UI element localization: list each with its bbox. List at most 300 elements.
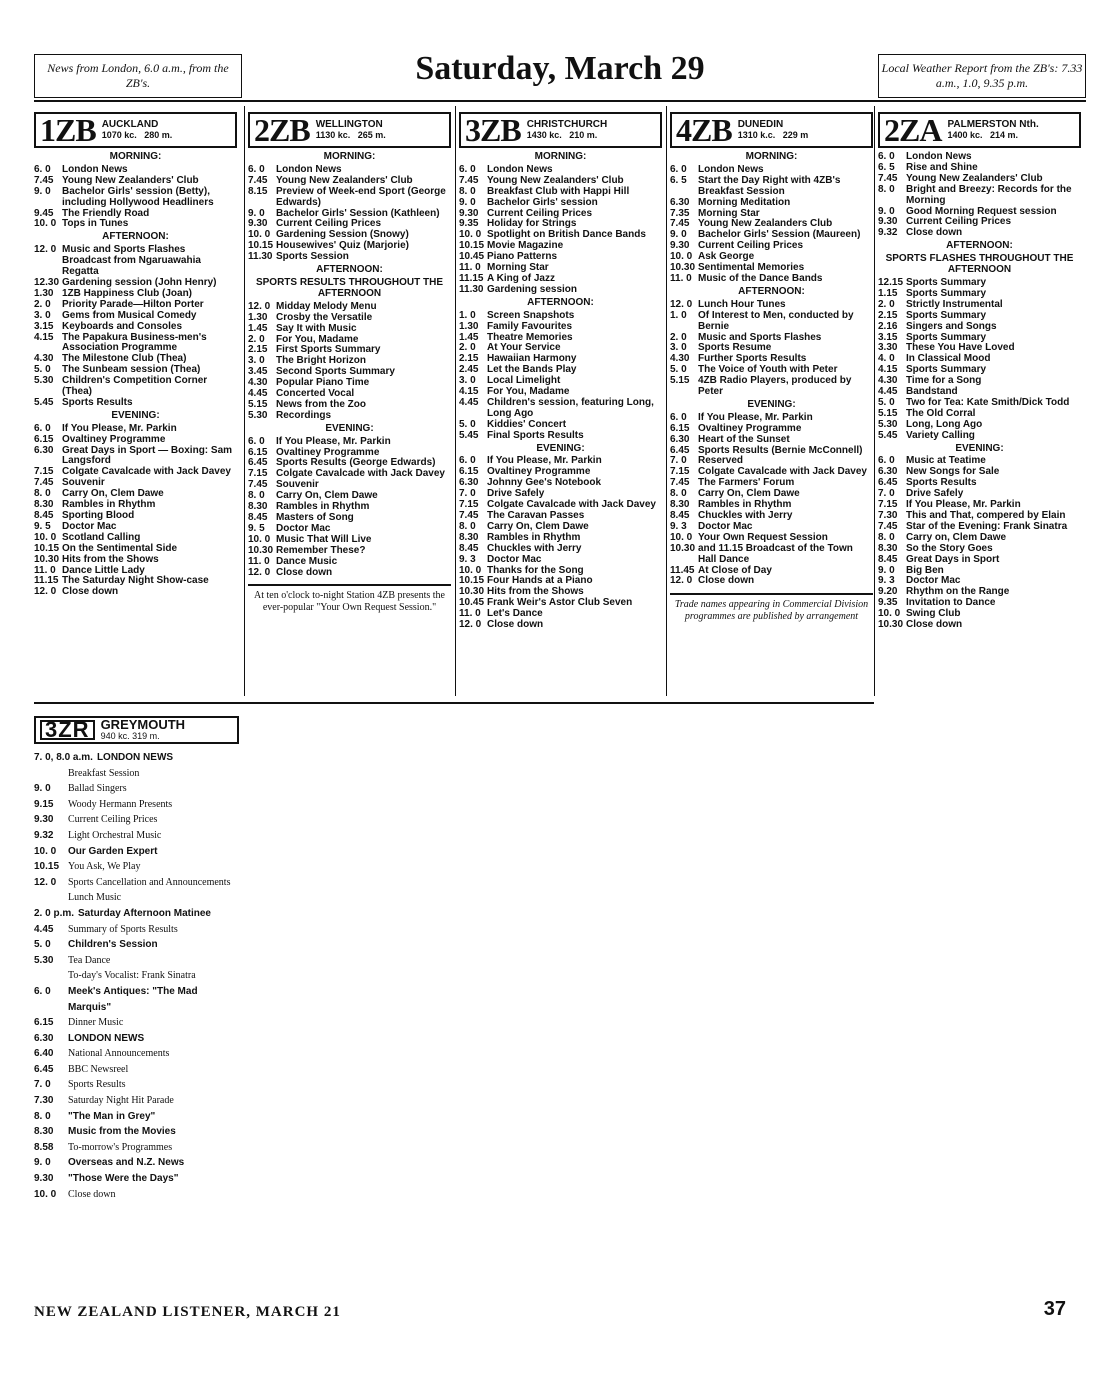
programme-title: Ballad Singers — [68, 783, 127, 795]
programme-time: 7.45 — [670, 218, 690, 230]
programme-title: Close down — [62, 586, 119, 598]
programme-time: 6.30 — [34, 444, 54, 456]
programme-title: Close down — [698, 575, 755, 587]
spacer — [983, 130, 991, 140]
programme-time: 12. 0 — [670, 298, 693, 310]
programme-time: 9. 3 — [670, 520, 687, 532]
programme-time: 10.15 — [459, 240, 485, 252]
programme-title: At Your Service — [487, 342, 561, 354]
programme-time: 7.35 — [670, 207, 690, 219]
programme-item — [34, 544, 237, 555]
programme-time: 5.45 — [34, 396, 54, 408]
programme-time: 4.45 — [459, 396, 479, 408]
programme-title: Chuckles with Jerry — [698, 510, 793, 521]
programme-title: Carry On, Clem Dawe — [487, 520, 589, 532]
programme-title: A King of Jazz — [487, 272, 555, 284]
station-header — [459, 112, 662, 148]
programme-item — [248, 324, 451, 335]
programme-title: If You Please, Mr. Parkin — [698, 411, 813, 423]
programme-time: 4.30 — [248, 377, 268, 389]
programme-time: 2. 0 — [878, 298, 895, 310]
programme-title: London News — [487, 163, 553, 175]
programme-title: Drive Safely — [487, 488, 545, 500]
programme-title: Rambles in Rhythm — [698, 499, 792, 511]
programme-title: Colgate Cavalcade with Jack Davey — [487, 499, 656, 511]
programme-time: 10.15 — [34, 542, 60, 554]
programme-title: Star of the Evening: Frank Sinatra — [906, 520, 1068, 532]
programme-item — [34, 376, 237, 398]
programme-title: If You Please, Mr. Parkin — [487, 455, 602, 467]
programme-item — [34, 766, 239, 782]
programme-title: London News — [906, 151, 972, 162]
programme-title: Start the Day Right with 4ZB's Breakfast Session — [698, 174, 841, 197]
programme-time: 2.45 — [459, 364, 479, 376]
programme-time: 10.30 — [34, 553, 60, 565]
programme-time: 9. 0 — [34, 783, 51, 795]
programme-title: London News — [698, 163, 764, 175]
programme-title: Breakfast Session — [68, 767, 140, 779]
programme-title: Tea Dance — [68, 954, 111, 966]
programme-time: 4.45 — [878, 386, 898, 398]
programme-time: 10.30 — [878, 619, 904, 631]
page-title: Saturday, March 29 — [415, 50, 705, 87]
programme-time: 10.30 — [248, 544, 274, 556]
programme-time: 7. 0, 8.0 a.m. — [34, 752, 93, 763]
programme-item — [34, 984, 239, 1015]
programme-time: 10. 0 — [670, 531, 693, 543]
header-rule — [34, 100, 1086, 102]
programme-title: BBC Newsreel — [68, 1063, 129, 1075]
programme-title: Popular Piano Time — [276, 377, 370, 389]
programme-item — [34, 750, 239, 766]
programme-time: 6.15 — [459, 466, 479, 478]
programme-time: 3.45 — [248, 366, 268, 378]
programme-item — [34, 446, 237, 468]
weather-note: Local Weather Report from the ZB's: 7.33 a.m., 1.0, 9.35 p.m. — [881, 61, 1083, 90]
programme-time: 5.15 — [878, 407, 898, 419]
programme-title: Sentimental Memories — [698, 262, 805, 274]
station-frequency: 940 kc. 319 m. — [100, 731, 160, 741]
programme-title: Lunch Hour Tunes — [698, 298, 786, 310]
station-wavelength: 210 m. — [569, 130, 598, 140]
programme-time: 4.30 — [670, 353, 690, 365]
station-3zr-column — [34, 716, 239, 1300]
programme-time: 6. 5 — [878, 161, 895, 173]
programme-item — [34, 587, 237, 598]
programme-title: Strictly Instrumental — [906, 298, 1003, 310]
programme-time: 10. 0 — [248, 533, 271, 545]
programme-time: 12. 0 — [248, 300, 271, 312]
programme-title: Close down — [276, 566, 333, 578]
programme-title: Our Garden Expert — [68, 845, 158, 857]
programme-title: At Close of Day — [698, 564, 772, 576]
page-number: 37 — [1043, 1298, 1066, 1320]
programme-title: Gardening session (John Henry) — [62, 276, 217, 288]
section-heading: SPORTS FLASHES THROUGHOUT THE AFTERNOON — [885, 253, 1074, 276]
programme-title: The Old Corral — [906, 407, 976, 419]
programme-title: Rise and Shine — [906, 161, 978, 173]
programme-title: Hits from the Shows — [487, 586, 584, 598]
programme-title: Children's Session — [68, 939, 158, 951]
programme-title: The Sunbeam session (Thea) — [62, 364, 201, 376]
programme-title: Young New Zealanders' Club — [276, 174, 413, 186]
programme-title: Colgate Cavalcade with Jack Davey — [276, 468, 445, 480]
programme-time: 11. 0 — [248, 555, 270, 567]
programme-item — [248, 568, 451, 579]
programme-title: London News — [276, 163, 342, 175]
programme-item — [34, 890, 239, 906]
station-header — [670, 112, 873, 148]
programme-time: 5.45 — [459, 429, 479, 441]
programme-time: 12. 0 — [670, 575, 693, 587]
programme-time: 3. 0 — [459, 375, 476, 387]
programme-time: 6. 5 — [670, 174, 687, 186]
programme-title: To-morrow's Programmes — [68, 1141, 173, 1153]
programme-time: 10.45 — [459, 597, 485, 609]
section-heading: MORNING: — [534, 151, 587, 162]
programme-time: 9. 0 — [459, 196, 476, 208]
note-rule — [248, 584, 451, 586]
programme-time: 6.30 — [34, 1032, 54, 1044]
programme-title: Music from the Movies — [68, 1126, 176, 1138]
programme-title: Preview of Week-end Sport (George Edwards) — [276, 185, 446, 208]
programme-time: 3. 0 — [670, 342, 687, 354]
programme-time: 8.30 — [878, 542, 898, 554]
programme-title: You Ask, We Play — [68, 861, 141, 873]
programme-title: For You, Madame — [276, 333, 359, 345]
programme-time: 6.15 — [34, 433, 54, 445]
programme-time: 1.45 — [459, 331, 479, 343]
mid-rule — [34, 702, 874, 704]
programme-time: 1.45 — [248, 322, 268, 334]
programme-title: Carry On, Clem Dawe — [698, 488, 800, 500]
programme-title: Bachelor Girls' Session (Kathleen) — [276, 207, 440, 219]
programme-time: 9.32 — [34, 829, 54, 841]
programme-title: Colgate Cavalcade with Jack Davey — [698, 466, 867, 478]
programme-time: 1.15 — [878, 287, 898, 299]
station-note: Trade names appearing in Commercial Division programmes are published by arrangement — [674, 599, 869, 623]
programme-item — [34, 1155, 239, 1171]
programme-time: 6. 0 — [459, 163, 476, 175]
programme-title: Ask George — [698, 251, 755, 263]
station-city: CHRISTCHURCH — [526, 119, 608, 130]
programme-time: 10.45 — [459, 251, 485, 263]
programme-title: Heart of the Sunset — [698, 433, 790, 445]
programme-title: First Sports Summary — [276, 344, 381, 356]
programme-item — [34, 1124, 239, 1140]
programme-time: 7.15 — [34, 466, 54, 478]
programme-title: Of Interest to Men, conducted by Bernie — [698, 309, 854, 332]
station-info — [738, 119, 809, 141]
programme-time: 9. 0 — [248, 207, 265, 219]
programme-time: 8.45 — [459, 542, 479, 554]
programme-item — [459, 311, 662, 322]
programme-item — [34, 797, 239, 813]
programme-item — [34, 1031, 239, 1047]
programme-title: Great Days in Sport — [906, 553, 1000, 565]
programme-item — [878, 322, 1081, 333]
station-city: AUCKLAND — [101, 119, 159, 130]
programme-item — [878, 544, 1081, 555]
programme-time: 10.15 — [34, 861, 60, 873]
programme-title: Sports Results — [68, 1079, 126, 1091]
programme-time: 9.20 — [878, 586, 898, 598]
programme-item — [34, 333, 237, 355]
programme-time: 12. 0 — [34, 586, 57, 598]
programme-time: 8. 0 — [670, 488, 687, 500]
section-heading: EVENING: — [536, 442, 585, 454]
programme-item — [248, 187, 451, 209]
programme-time: 8. 0 — [878, 531, 895, 543]
programme-time: 10.15 — [248, 240, 274, 252]
programme-title: 1ZB Happiness Club (Joan) — [62, 287, 193, 299]
programme-item — [34, 968, 239, 984]
programme-title: Further Sports Results — [698, 353, 807, 365]
programme-item — [34, 828, 239, 844]
station-wavelength: 229 m — [782, 130, 809, 140]
station-header — [878, 112, 1081, 148]
station-3zr-header — [34, 716, 239, 744]
programme-title: Carry on, Clem Dawe — [906, 531, 1007, 543]
section-heading: MORNING: — [745, 151, 798, 162]
programme-title: Doctor Mac — [276, 522, 331, 534]
station-city: DUNEDIN — [737, 119, 784, 130]
station-frequency: 1310 k.c. — [737, 130, 776, 140]
programme-time: 6.30 — [670, 433, 690, 445]
programme-title: Recordings — [276, 409, 332, 421]
programme-time: 3.30 — [878, 342, 898, 354]
programme-time: 2. 0 p.m. — [34, 907, 75, 919]
programme-title: The Farmers' Forum — [698, 477, 795, 489]
programme-title: Meek's Antiques: "The Mad Marquis" — [68, 985, 198, 1013]
programme-time: 9. 5 — [248, 522, 265, 534]
programme-title: Young New Zealanders Club — [698, 218, 833, 230]
programme-title: Carry On, Clem Dawe — [62, 488, 164, 500]
spacer — [350, 130, 358, 140]
programme-item — [670, 376, 873, 398]
programme-title: Music and Sports Flashes Broadcast from Ngaruawahia Regatta — [62, 244, 201, 278]
station-wavelength: 280 m. — [144, 130, 173, 140]
programme-title: 4ZB Radio Players, produced by Peter — [698, 375, 852, 398]
programme-item — [34, 781, 239, 797]
programme-title: Bandstand — [906, 386, 958, 398]
programme-title: "Those Were the Days" — [68, 1173, 179, 1185]
programme-item — [459, 285, 662, 296]
programme-title: Swing Club — [906, 608, 961, 620]
programme-title: Doctor Mac — [698, 520, 753, 532]
programme-item — [459, 544, 662, 555]
programme-time: 11. 0 — [459, 262, 481, 274]
programme-title: To-day's Vocalist: Frank Sinatra — [68, 970, 196, 982]
programme-time: 5.30 — [34, 375, 54, 387]
programme-title: Keyboards and Consoles — [62, 320, 183, 332]
programme-time: 10. 0 — [459, 564, 482, 576]
programme-title: Crosby the Versatile — [276, 311, 373, 323]
programme-item — [878, 431, 1081, 442]
section-heading: MORNING: — [109, 151, 162, 162]
programme-title: Remember These? — [276, 544, 366, 556]
programme-item — [34, 245, 237, 278]
programme-title: Music of the Dance Bands — [698, 272, 823, 284]
programme-title: Bright and Breezy: Records for the Morning — [906, 183, 1072, 206]
programme-title: Ovaltiney Programme — [698, 422, 802, 434]
programme-title: New Songs for Sale — [906, 466, 1000, 478]
section-heading: EVENING: — [747, 398, 796, 410]
programme-item — [34, 1077, 239, 1093]
programme-time: 9.32 — [878, 227, 898, 239]
programme-item — [34, 1109, 239, 1125]
programme-time: 9.30 — [670, 240, 690, 252]
programme-title: Let the Bands Play — [487, 364, 577, 376]
programme-time: 10. 0 — [670, 251, 693, 263]
programme-title: Carry On, Clem Dawe — [276, 490, 378, 502]
programme-time: 2. 0 — [670, 331, 687, 343]
programme-time: 7. 0 — [459, 488, 476, 500]
programme-title: Second Sports Summary — [276, 366, 395, 378]
programme-title: If You Please, Mr. Parkin — [276, 435, 391, 447]
programme-item — [248, 437, 451, 448]
programme-time: 2.15 — [459, 353, 479, 365]
programme-title: Gardening session — [487, 283, 578, 295]
programme-title: Thanks for the Song — [487, 564, 584, 576]
programme-title: Sports Cancellation and Announcements — [68, 876, 231, 888]
programme-title: Young New Zealanders' Club — [906, 172, 1043, 184]
programme-title: Rambles in Rhythm — [276, 501, 370, 513]
programme-time: 10. 0 — [34, 1188, 57, 1200]
programme-title: The Papakura Business-men's Association Programme — [62, 331, 207, 354]
programme-title: London News — [62, 163, 128, 175]
programme-time: 5.30 — [248, 409, 268, 421]
programme-time: 6. 0 — [878, 455, 895, 467]
programme-time: 3.15 — [878, 331, 898, 343]
programme-title: On the Sentimental Side — [62, 542, 178, 554]
programme-title: Local Limelight — [487, 375, 561, 387]
programme-time: 2. 0 — [34, 298, 51, 310]
programme-time — [34, 968, 64, 984]
programme-title: Dinner Music — [68, 1017, 124, 1029]
programme-time: 1. 0 — [459, 309, 476, 321]
programme-title: Final Sports Results — [487, 429, 584, 441]
station-frequency-line — [738, 130, 809, 141]
station-call-sign: 3ZR — [40, 720, 95, 740]
programme-item — [248, 252, 451, 263]
programme-time: 6. 0 — [670, 163, 687, 175]
news-note-box — [34, 54, 242, 98]
programme-item — [878, 228, 1081, 239]
programme-item — [459, 187, 662, 198]
programme-title: Say It with Music — [276, 322, 357, 334]
programme-time: 9. 0 — [34, 1157, 51, 1169]
programme-item — [670, 176, 873, 198]
programme-title: Masters of Song — [276, 512, 354, 523]
programme-title: Ovaltiney Programme — [62, 433, 166, 445]
programme-title: Priority Parade—Hilton Porter — [62, 298, 204, 310]
programme-title: Invitation to Dance — [906, 597, 996, 609]
programme-time: 10. 0 — [459, 229, 482, 241]
programme-time: 2.15 — [248, 344, 268, 356]
programme-title: If You Please, Mr. Parkin — [62, 422, 177, 434]
programme-time: 6. 0 — [34, 163, 51, 175]
section-heading: AFTERNOON: — [316, 264, 383, 276]
programme-title: Sports Resume — [698, 342, 772, 354]
station-city: WELLINGTON — [315, 119, 383, 130]
programme-title: Current Ceiling Prices — [276, 218, 382, 230]
programme-time: 1.30 — [459, 320, 479, 332]
programme-title: Housewives' Quiz (Marjorie) — [276, 240, 409, 252]
programme-time: 4.15 — [459, 386, 479, 398]
programme-title: Spotlight on British Dance Bands — [487, 229, 646, 241]
programme-title: Morning Star — [698, 207, 760, 219]
programme-title: Current Ceiling Prices — [68, 814, 158, 826]
programme-title: Sports Results (Bernie McConnell) — [698, 444, 863, 456]
programme-title: Children's Competition Corner (Thea) — [62, 375, 208, 398]
programme-time: 12. 0 — [459, 619, 482, 631]
programme-time: 6.40 — [34, 1048, 54, 1060]
programme-item — [459, 398, 662, 420]
programme-title: Sports Results — [906, 477, 977, 489]
programme-title: Young New Zealanders' Club — [62, 174, 199, 186]
programme-time: 3. 0 — [248, 355, 265, 367]
programme-time: 8.45 — [878, 553, 898, 565]
programme-item — [34, 219, 237, 230]
programme-item — [248, 546, 451, 557]
programme-time: 2.16 — [878, 320, 898, 332]
programme-title: Drive Safely — [906, 488, 964, 500]
station-frequency: 1070 kc. — [101, 130, 137, 140]
programme-time: 4.30 — [34, 353, 54, 365]
programme-time: 11. 0 — [34, 564, 56, 576]
column-rule — [666, 106, 667, 696]
programme-title: Dance Music — [276, 555, 338, 567]
programme-item — [459, 322, 662, 333]
programme-title: Young New Zealanders' Club — [487, 174, 624, 186]
station-4zb-column — [670, 112, 873, 696]
programme-title: Four Hands at a Piano — [487, 575, 593, 587]
programme-time: 10. 0 — [34, 845, 57, 857]
programme-time: 3. 0 — [34, 309, 51, 321]
section-heading: MORNING: — [323, 151, 376, 162]
section-heading: AFTERNOON: — [102, 231, 169, 243]
station-2za-column — [878, 112, 1081, 696]
programme-title: Sports Summary — [906, 287, 987, 299]
programme-title: Sports Summary — [906, 276, 987, 288]
station-header — [34, 112, 237, 148]
programme-item — [248, 557, 451, 568]
programme-title: Morning Meditation — [698, 196, 791, 208]
programme-time: 4.30 — [878, 375, 898, 387]
programme-item — [34, 555, 237, 566]
station-3zb-column — [459, 112, 662, 696]
programme-time: 11.15 — [459, 272, 484, 284]
programme-time: 5.30 — [34, 954, 54, 966]
programme-title: Sports Summary — [906, 331, 987, 343]
programme-title: Souvenir — [276, 479, 319, 491]
programme-title: Midday Melody Menu — [276, 300, 377, 312]
programme-time: 5. 0 — [34, 364, 51, 376]
programme-time: 10.30 — [670, 542, 696, 554]
programme-title: Sports Summary — [906, 309, 987, 321]
programme-title: Your Own Request Session — [698, 531, 828, 543]
programme-time: 6.30 — [670, 196, 690, 208]
station-city: PALMERSTON Nth. — [947, 119, 1039, 130]
programme-time: 7.15 — [459, 499, 479, 511]
programme-title: Reserved — [698, 455, 744, 467]
programme-item — [34, 1046, 239, 1062]
programme-time: 8. 0 — [459, 185, 476, 197]
programme-time: 9. 0 — [670, 229, 687, 241]
programme-title: Close down — [906, 227, 963, 239]
programme-title: Gardening Session (Snowy) — [276, 229, 409, 241]
